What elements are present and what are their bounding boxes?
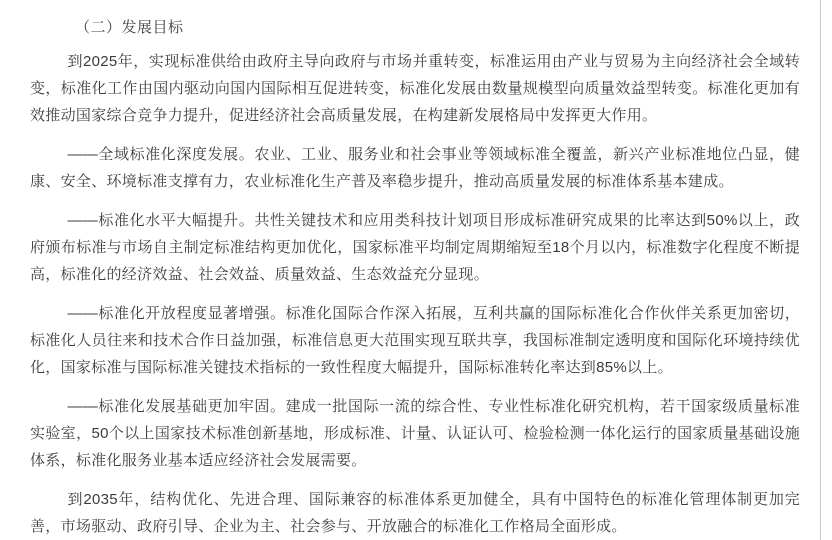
paragraph-openness: ——标准化开放程度显著增强。标准化国际合作深入拓展，互利共赢的国际标准化合作伙伴关系更加密切，标准化人员往来和技术合作日益加强，标准信息更大范围实现互联共享，我国标准制定透明度和国际化环境持续优化，国家标准与国际标准关键技术指标的一致性程度大幅提升，国际标准转化率达到85%以上。: [30, 305, 800, 376]
right-border-line: [820, 0, 821, 540]
document-content: [30, 14, 800, 540]
paragraph-2035-goals: 到2035年，结构优化、先进合理、国际兼容的标准体系更加健全，具有中国特色的标准化管理体制更加完善，市场驱动、政府引导、企业为主、社会参与、开放融合的标准化工作格局全面形成。: [30, 491, 800, 535]
paragraph-level-improvement: ——标准化水平大幅提升。共性关键技术和应用类科技计划项目形成标准研究成果的比率达到50%以上，政府颁布标准与市场自主制定标准结构更加优化，国家标准平均制定周期缩短至18个月以内，标准数字化程度不断提高，标准化的经济效益、社会效益、质量效益、生态效益充分显现。: [30, 212, 800, 283]
paragraph-domain-coverage: ——全域标准化深度发展。农业、工业、服务业和社会事业等领域标准全覆盖，新兴产业标准地位凸显，健康、安全、环境标准支撑有力，农业标准化生产普及率稳步提升，推动高质量发展的标准体系基本建成。: [30, 146, 800, 190]
paragraph-2025-goals: 到2025年，实现标准供给由政府主导向政府与市场并重转变，标准运用由产业与贸易为主向经济社会全域转变，标准化工作由国内驱动向国内国际相互促进转变，标准化发展由数量规模型向质量效益型转变。标准化更加有效推动国家综合竞争力提升，促进经济社会高质量发展，在构建新发展格局中发挥更大作用。: [30, 53, 800, 124]
section-heading: （二）发展目标: [75, 19, 184, 36]
paragraph-foundation: ——标准化发展基础更加牢固。建成一批国际一流的综合性、专业性标准化研究机构，若干国家级质量标准实验室，50个以上国家技术标准创新基地，形成标准、计量、认证认可、检验检测一体化运行的国家质量基础设施体系，标准化服务业基本适应经济社会发展需要。: [30, 398, 800, 469]
